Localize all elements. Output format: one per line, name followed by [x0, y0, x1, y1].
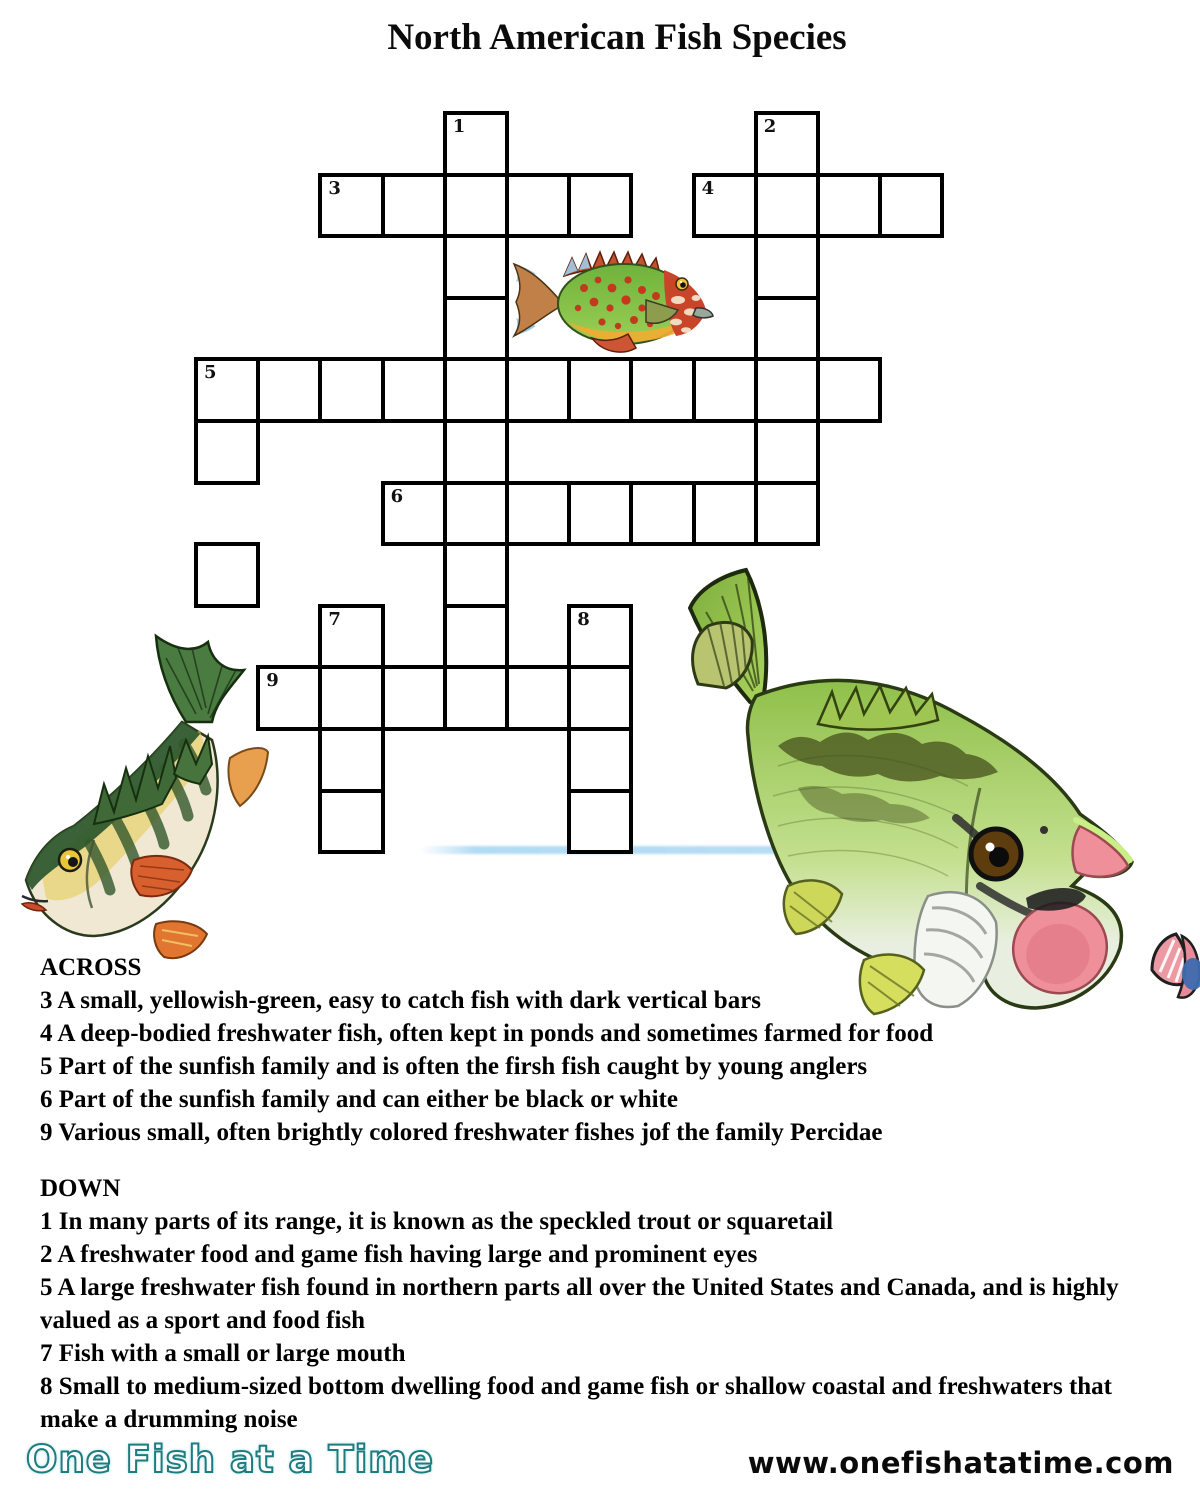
clue-number: 9	[40, 1119, 59, 1146]
across-clue-5	[40, 1050, 1175, 1083]
crossword-cell	[878, 173, 944, 239]
clue-number: 5	[40, 1053, 59, 1080]
crossword-cell	[443, 173, 509, 239]
down-clue-8	[40, 1370, 1175, 1436]
across-clue-6	[40, 1083, 1175, 1116]
crossword-cell	[505, 665, 571, 731]
across-clues-section	[40, 951, 1175, 1149]
crossword-cell	[754, 234, 820, 300]
cell-number: 4	[701, 177, 715, 199]
down-clue-list	[40, 1205, 1175, 1436]
crossword-cell	[567, 357, 633, 423]
cell-number: 5	[204, 362, 217, 384]
crossword-cell	[381, 357, 447, 423]
brand-logo-text: One Fish at a Time	[26, 1438, 434, 1481]
mouth	[693, 308, 713, 318]
across-clue-list	[40, 984, 1175, 1149]
crossword-cell	[816, 173, 882, 239]
clue-text: A small, yellowish-green, easy to catch fish with dark vertical bars	[57, 987, 762, 1014]
crossword-cell	[754, 481, 820, 547]
cell-number: 3	[328, 177, 341, 199]
crossword-cell	[318, 357, 384, 423]
crossword-cell	[754, 111, 820, 177]
crossword-cell	[754, 296, 820, 362]
crossword-cell	[443, 296, 509, 362]
crossword-cell	[505, 357, 571, 423]
website-url: www.onefishatatime.com	[747, 1446, 1174, 1480]
page-title: North American Fish Species	[387, 17, 847, 58]
clue-text: A deep-bodied freshwater fish, often kept in ponds and sometimes farmed for food	[57, 1020, 934, 1047]
clue-text: Part of the sunfish family and is often the firsh fish caught by young anglers	[58, 1053, 868, 1080]
clue-text: In many parts of its range, it is known as the speckled trout or squaretail	[58, 1208, 834, 1235]
crossword-cell	[567, 604, 633, 670]
down-clue-7	[40, 1337, 1175, 1370]
crossword-cell	[567, 173, 633, 239]
crossword-cell	[567, 665, 633, 731]
crossword-cell	[692, 481, 758, 547]
crossword-cell	[692, 173, 758, 239]
crossword-cell	[443, 542, 509, 608]
down-clue-5	[40, 1271, 1175, 1337]
across-clue-3	[40, 984, 1175, 1017]
far-pectoral-fin	[228, 748, 268, 806]
crossword-cell	[443, 111, 509, 177]
crossword-cell	[443, 357, 509, 423]
clue-text: Various small, often brightly colored freshwater fishes jof the family Percidae	[58, 1119, 883, 1146]
across-clue-4	[40, 1017, 1175, 1050]
clue-number: 2	[40, 1241, 58, 1268]
cell-number: 1	[452, 116, 466, 137]
crossword-cell	[567, 727, 633, 793]
crossword-cell	[505, 173, 571, 239]
across-clue-9	[40, 1116, 1175, 1149]
crossword-cell	[443, 419, 509, 485]
clue-text: A large freshwater fish found in northern parts all over the United States and Canada, and is highly valued as a sport and food fish	[40, 1274, 1119, 1334]
crossword-cell	[567, 789, 633, 855]
crossword-cell	[443, 665, 509, 731]
tail-fin	[514, 264, 558, 336]
largemouth-bass-illustration	[628, 556, 1148, 1018]
down-clue-2	[40, 1238, 1175, 1271]
cell-number: 2	[763, 116, 777, 137]
crossword-cell	[318, 173, 384, 239]
cell-number: 8	[577, 608, 590, 630]
crossword-cell	[381, 665, 447, 731]
cell-number: 7	[328, 608, 341, 630]
nostril	[1040, 826, 1048, 834]
crossword-cell	[505, 481, 571, 547]
clue-text: Small to medium-sized bottom dwelling food and game fish or shallow coastal and freshwaters that make a drumming noise	[40, 1373, 1113, 1433]
clue-text: Part of the sunfish family and can either be black or white	[58, 1086, 678, 1113]
cell-number: 6	[390, 485, 404, 507]
crossword-cell	[567, 481, 633, 547]
clue-number: 7	[40, 1340, 59, 1367]
clue-number: 8	[40, 1373, 59, 1400]
clue-text: A freshwater food and game fish having large and prominent eyes	[57, 1241, 758, 1268]
crossword-cell	[443, 604, 509, 670]
crossword-cell	[194, 542, 260, 608]
clue-text: Fish with a small or large mouth	[58, 1340, 406, 1367]
clue-number: 1	[40, 1208, 59, 1235]
down-clue-1	[40, 1205, 1175, 1238]
clue-number: 3	[40, 987, 58, 1014]
crossword-cell	[194, 357, 260, 423]
clue-number: 5	[40, 1274, 58, 1301]
crossword-cell	[443, 481, 509, 547]
down-clues-section	[40, 1172, 1175, 1436]
crossword-cell	[194, 419, 260, 485]
crossword-cell	[381, 173, 447, 239]
crossword-cell	[629, 481, 695, 547]
crossword-cell	[629, 357, 695, 423]
clue-number: 6	[40, 1086, 59, 1113]
crossword-cell	[754, 173, 820, 239]
cell-number: 9	[266, 670, 279, 692]
down-heading: DOWN	[40, 1175, 121, 1202]
across-heading: ACROSS	[40, 954, 142, 981]
crossword-cell	[443, 234, 509, 300]
pumpkinseed-sunfish-illustration	[506, 238, 718, 360]
crossword-cell	[381, 481, 447, 547]
crossword-cell	[256, 357, 322, 423]
crossword-cell	[692, 357, 758, 423]
crossword-cell	[754, 419, 820, 485]
clue-number: 4	[40, 1020, 58, 1047]
crossword-cell	[754, 357, 820, 423]
crossword-cell	[816, 357, 882, 423]
